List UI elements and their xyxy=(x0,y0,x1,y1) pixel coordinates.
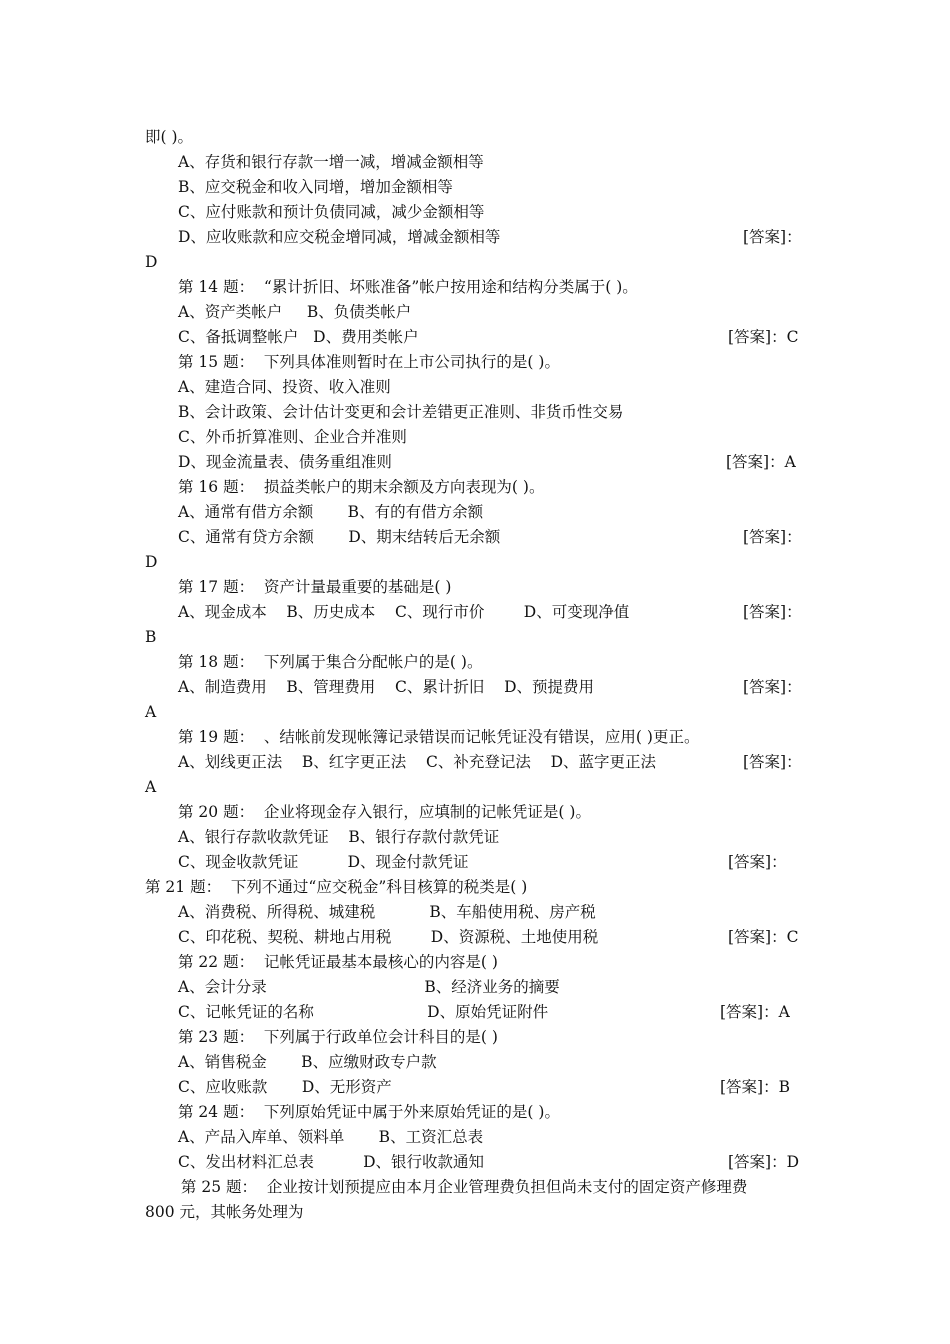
answer-label: [答案]： xyxy=(743,528,802,546)
option-line: C、外币折算准则、企业合并准则 xyxy=(178,428,407,446)
option-line: A、划线更正法 B、红字更正法 C、补充登记法 D、蓝字更正法 xyxy=(178,753,656,771)
answer-label: [答案]：B xyxy=(720,1078,790,1096)
option-line: D、应收账款和应交税金增同减，增减金额相等 xyxy=(178,228,501,246)
question-title: 第 23 题： 下列属于行政单位会计科目的是( ) xyxy=(178,1028,498,1046)
answer-label: [答案]： xyxy=(743,678,802,696)
option-line: B、会计政策、会计估计变更和会计差错更正准则、非货币性交易 xyxy=(178,403,624,421)
answer-wrap: D xyxy=(145,553,158,571)
option-line: C、发出材料汇总表 D、银行收款通知 xyxy=(178,1153,485,1171)
answer-label: [答案]： xyxy=(728,853,787,871)
option-line: A、存货和银行存款一增一减，增减金额相等 xyxy=(178,153,484,171)
answer-label: [答案]：D xyxy=(728,1153,800,1171)
question-title: 第 25 题： 企业按计划预提应由本月企业管理费负担但尚未支付的固定资产修理费 xyxy=(176,1178,748,1196)
answer-label: [答案]：C xyxy=(728,328,799,346)
answer-label: [答案]： xyxy=(743,753,802,771)
question-title: 第 16 题： 损益类帐户的期末余额及方向表现为( )。 xyxy=(178,478,545,496)
question-title: 第 20 题： 企业将现金存入银行，应填制的记帐凭证是( )。 xyxy=(178,803,591,821)
answer-label: [答案]： xyxy=(743,603,802,621)
answer-wrap: D xyxy=(145,253,158,271)
question-title: 第 24 题： 下列原始凭证中属于外来原始凭证的是( )。 xyxy=(178,1103,560,1121)
answer-label: [答案]：A xyxy=(726,453,796,471)
option-line: A、会计分录 B、经济业务的摘要 xyxy=(178,978,560,996)
option-line: A、制造费用 B、管理费用 C、累计折旧 D、预提费用 xyxy=(178,678,594,696)
option-line: D、现金流量表、债务重组准则 xyxy=(178,453,392,471)
option-line: A、现金成本 B、历史成本 C、现行市价 D、可变现净值 xyxy=(178,603,630,621)
question-title: 第 18 题： 下列属于集合分配帐户的是( )。 xyxy=(178,653,483,671)
option-line: C、备抵调整帐户 D、费用类帐户 xyxy=(178,328,419,346)
text-line: 800 元，其帐务处理为 xyxy=(145,1203,304,1221)
answer-wrap: A xyxy=(145,778,157,796)
question-title: 第 14 题： “累计折旧、坏账准备”帐户按用途和结构分类属于( )。 xyxy=(178,278,638,296)
question-title: 第 21 题： 下列不通过“应交税金”科目核算的税类是( ) xyxy=(145,878,528,896)
option-line: C、通常有贷方余额 D、期末结转后无余额 xyxy=(178,528,501,546)
answer-label: [答案]：A xyxy=(720,1003,790,1021)
answer-wrap: B xyxy=(145,628,157,646)
option-line: C、应付账款和预计负债同减，减少金额相等 xyxy=(178,203,485,221)
option-line: B、应交税金和收入同增，增加金额相等 xyxy=(178,178,453,196)
option-line: A、资产类帐户 B、负债类帐户 xyxy=(178,303,412,321)
answer-label: [答案]： xyxy=(743,228,802,246)
option-line: C、现金收款凭证 D、现金付款凭证 xyxy=(178,853,469,871)
answer-label: [答案]：C xyxy=(728,928,799,946)
option-line: A、通常有借方余额 B、有的有借方余额 xyxy=(178,503,484,521)
text-line: 即( )。 xyxy=(145,128,194,146)
question-title: 第 17 题： 资产计量最重要的基础是( ) xyxy=(178,578,452,596)
option-line: A、建造合同、投资、收入准则 xyxy=(178,378,391,396)
question-title: 第 15 题： 下列具体准则暂时在上市公司执行的是( )。 xyxy=(178,353,560,371)
question-title: 第 22 题： 记帐凭证最基本最核心的内容是( ) xyxy=(178,953,498,971)
question-title: 第 19 题： 、结帐前发现帐簿记录错误而记帐凭证没有错误，应用( )更正。 xyxy=(178,728,700,746)
answer-wrap: A xyxy=(145,703,157,721)
option-line: A、销售税金 B、应缴财政专户款 xyxy=(178,1053,437,1071)
option-line: C、应收账款 D、无形资产 xyxy=(178,1078,392,1096)
option-line: A、产品入库单、领料单 B、工资汇总表 xyxy=(178,1128,484,1146)
option-line: C、印花税、契税、耕地占用税 D、资源税、土地使用税 xyxy=(178,928,599,946)
option-line: A、消费税、所得税、城建税 B、车船使用税、房产税 xyxy=(178,903,596,921)
option-line: C、记帐凭证的名称 D、原始凭证附件 xyxy=(178,1003,549,1021)
option-line: A、银行存款收款凭证 B、银行存款付款凭证 xyxy=(178,828,500,846)
